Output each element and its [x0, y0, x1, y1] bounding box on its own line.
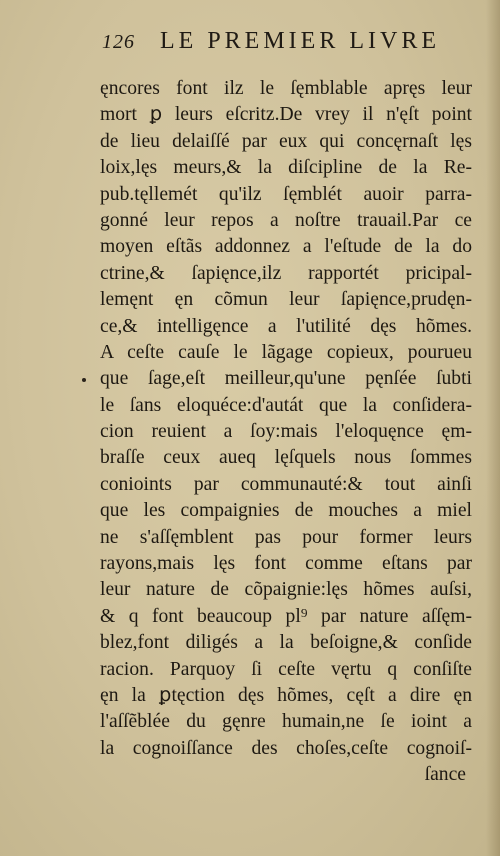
text-line: que les compaignies de mouches a miel: [100, 500, 472, 522]
text-line: rayons,mais lęs font comme eſtans par: [100, 553, 472, 575]
page-edge-shadow: [486, 0, 500, 856]
page-header: [102, 28, 462, 68]
catchword: ſance: [424, 764, 466, 786]
text-line: le ſans eloquéce:d'autát que la conſidera-: [100, 394, 472, 416]
margin-mark: [82, 378, 86, 382]
text-line: l'aſſẽblée du gęnre humain,ne ſe ioint a: [100, 711, 472, 733]
text-line: blez,font diligés a la beſoigne,& conſide: [100, 632, 472, 654]
text-line: ce,& intelligęnce a l'utilité dęs hõmes.: [100, 315, 472, 337]
text-line: braſſe ceux aueq lęſquels nous ſommes: [100, 447, 472, 469]
text-line: de lieu delaiſſé par eux qui concęrnaſt lęs: [100, 130, 472, 152]
text-line: moyen eſtãs addonnez a l'eſtude de la do: [100, 236, 472, 258]
body-text: [100, 76, 472, 789]
text-line: que ſage,eſt meilleur,qu'une pęnſée ſubti: [100, 368, 472, 390]
text-line: ctrine,& ſapięnce,ilz rapportét pricipal-: [100, 262, 472, 284]
page-number: 126: [102, 31, 135, 53]
text-line: A ceſte cauſe le lãgage copieux, pourueu: [100, 341, 472, 363]
text-line: conioints par communauté:& tout ainſi: [100, 473, 472, 495]
text-line: gonné leur repos a noſtre trauail.Par ce: [100, 209, 472, 231]
text-line: & q font beaucoup pl⁹ par nature aſſęm-: [100, 605, 472, 627]
text-line: lemęnt ęn cõmun leur ſapięnce,prudęn-: [100, 289, 472, 311]
text-line: ne s'aſſęmblent pas pour former leurs: [100, 526, 472, 548]
text-line: ęn la ꝑtęction dęs hõmes, cęſt a dire ęn: [100, 684, 472, 706]
text-line: loix,lęs meurs,& la diſcipline de la Re-: [100, 157, 472, 179]
text-line: racion. Parquoy ſi ceſte vęrtu q conſiſte: [100, 658, 472, 680]
text-line: la cognoiſſance des choſes,ceſte cognoiſ-: [100, 737, 472, 759]
text-line: ęncores font ilz le ſęmblable apręs leur: [100, 78, 472, 99]
text-line: mort ꝑ leurs eſcritz.De vrey il n'ęſt point: [100, 104, 472, 126]
text-line: cion reuient a ſoy:mais l'eloquęnce ęm-: [100, 421, 472, 443]
running-head: LE PREMIER LIVRE: [160, 28, 440, 54]
text-line: leur nature de cõpaignie:lęs hõmes auſsi,: [100, 579, 472, 601]
text-line: pub.tęllemét qu'ilz ſęmblét auoir parra-: [100, 183, 472, 205]
